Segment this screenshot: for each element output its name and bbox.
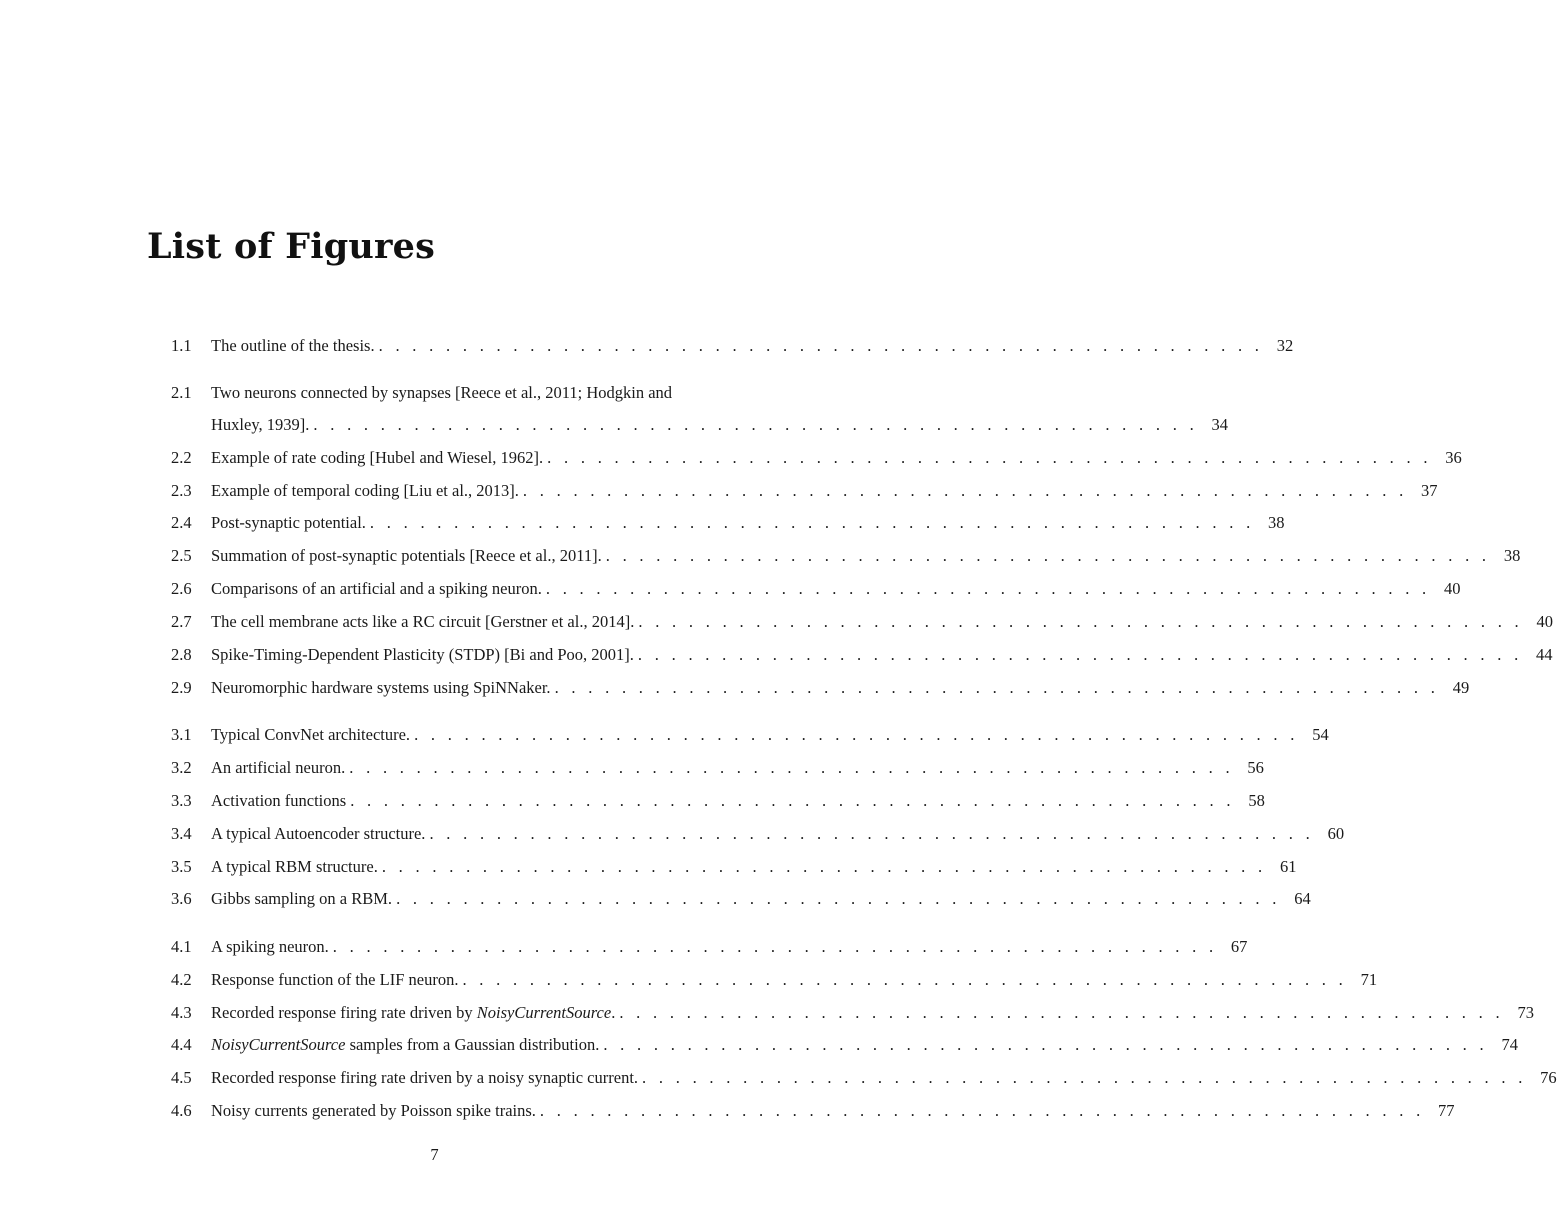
figure-number: 3.6 <box>171 889 192 908</box>
figure-caption: Typical ConvNet architecture. <box>211 725 411 744</box>
figure-number: 2.6 <box>171 579 192 598</box>
figure-page: 76 <box>1540 1068 1557 1087</box>
figure-caption: Example of temporal coding [Liu et al., 2013]. <box>211 481 519 500</box>
figure-number: 4.4 <box>171 1035 192 1054</box>
dot-leader: . . . . . . . . . . . . . . . . . . . . . . . . . . . . . . . . . . . . . . . . . . . . . . . . . . . . . <box>414 725 1299 744</box>
figure-number: 2.3 <box>171 481 192 500</box>
dot-leader: . . . . . . . . . . . . . . . . . . . . . . . . . . . . . . . . . . . . . . . . . . . . . . . . . . . . . <box>547 448 1432 467</box>
figure-page: 36 <box>1445 448 1462 467</box>
figure-number: 4.1 <box>171 937 192 956</box>
figure-number: 3.3 <box>171 791 192 810</box>
figure-caption: Spike-Timing-Dependent Plasticity (STDP) [Bi and Poo, 2001]. <box>211 645 634 664</box>
dot-leader: . . . . . . . . . . . . . . . . . . . . . . . . . . . . . . . . . . . . . . . . . . . . . . . . . . . . . <box>381 857 1267 876</box>
dot-leader: . . . . . . . . . . . . . . . . . . . . . . . . . . . . . . . . . . . . . . . . . . . . . . . . . . . . . <box>637 645 1523 664</box>
figure-number: 3.2 <box>171 758 192 777</box>
figure-page: 38 <box>1503 546 1521 565</box>
figure-caption: Activation functions <box>211 791 347 810</box>
page-number: 7 <box>430 1145 439 1164</box>
figure-caption <box>211 1035 599 1055</box>
figure-caption: Recorded response firing rate driven by a noisy synaptic current. <box>211 1068 639 1087</box>
figure-page: 61 <box>1279 857 1297 876</box>
figure-caption: Gibbs sampling on a RBM. <box>211 889 393 908</box>
figure-caption: Huxley, 1939]. <box>211 415 310 434</box>
figure-number: 2.7 <box>171 612 192 631</box>
dot-leader: . . . . . . . . . . . . . . . . . . . . . . . . . . . . . . . . . . . . . . . . . . . . . . . . . . . . . <box>350 791 1235 810</box>
figure-caption: A typical RBM structure. <box>211 857 378 876</box>
figure-caption: The cell membrane acts like a RC circuit [Gerstner et al., 2014]. <box>211 612 635 631</box>
figure-number: 3.1 <box>171 725 192 744</box>
figure-number: 3.5 <box>171 857 192 876</box>
caption-text: samples from a Gaussian distribution. <box>345 1035 600 1054</box>
figure-page: 38 <box>1268 513 1285 532</box>
dot-leader: . . . . . . . . . . . . . . . . . . . . . . . . . . . . . . . . . . . . . . . . . . . . . . . . . . . . . <box>603 1035 1488 1054</box>
dot-leader: . . . . . . . . . . . . . . . . . . . . . . . . . . . . . . . . . . . . . . . . . . . . . . . . . . . . . <box>462 970 1348 989</box>
figure-number: 4.5 <box>171 1068 192 1087</box>
figure-caption: Response function of the LIF neuron. <box>211 970 459 989</box>
figure-caption: Post-synaptic potential. <box>211 513 366 532</box>
figure-caption: Summation of post-synaptic potentials [Reece et al., 2011]. <box>211 546 602 565</box>
dot-leader: . . . . . . . . . . . . . . . . . . . . . . . . . . . . . . . . . . . . . . . . . . . . . . . . . . . . . <box>429 824 1315 843</box>
figure-caption: A spiking neuron. <box>211 937 329 956</box>
figure-page: 77 <box>1438 1101 1455 1120</box>
caption-emphasis: NoisyCurrentSource <box>211 1035 346 1054</box>
dot-leader: . . . . . . . . . . . . . . . . . . . . . . . . . . . . . . . . . . . . . . . . . . . . . . . . . . . . . <box>554 678 1440 697</box>
figure-page: 40 <box>1536 612 1553 631</box>
figure-page: 37 <box>1421 481 1438 500</box>
figure-number: 2.1 <box>171 383 192 402</box>
page-title: List of Figures <box>147 226 436 267</box>
figure-caption: An artificial neuron. <box>211 758 346 777</box>
figure-number: 1.1 <box>171 336 192 355</box>
figure-page: 71 <box>1360 970 1378 989</box>
caption-emphasis: NoisyCurrentSource <box>476 1003 612 1022</box>
figure-page: 49 <box>1452 678 1470 697</box>
figure-number: 4.6 <box>171 1101 192 1120</box>
dot-leader: . . . . . . . . . . . . . . . . . . . . . . . . . . . . . . . . . . . . . . . . . . . . . . . . . . . . . <box>522 481 1408 500</box>
figure-caption: Noisy currents generated by Poisson spike trains. <box>211 1101 536 1120</box>
figure-page: 56 <box>1247 758 1264 777</box>
figure-caption <box>211 1003 615 1023</box>
figure-number: 4.3 <box>171 1003 192 1022</box>
dot-leader: . . . . . . . . . . . . . . . . . . . . . . . . . . . . . . . . . . . . . . . . . . . . . . . . . . . . . <box>638 612 1523 631</box>
figure-page: 54 <box>1312 725 1329 744</box>
dot-leader: . . . . . . . . . . . . . . . . . . . . . . . . . . . . . . . . . . . . . . . . . . . . . . . . . . . . . <box>605 546 1491 565</box>
figure-number: 3.4 <box>171 824 192 843</box>
dot-leader: . . . . . . . . . . . . . . . . . . . . . . . . . . . . . . . . . . . . . . . . . . . . . . . . . . . . . <box>313 415 1198 434</box>
figure-page: 67 <box>1230 937 1248 956</box>
figure-number: 2.4 <box>171 513 192 532</box>
caption-text: Recorded response firing rate driven by <box>211 1003 477 1022</box>
dot-leader: . . . . . . . . . . . . . . . . . . . . . . . . . . . . . . . . . . . . . . . . . . . . . . . . . . . . . <box>642 1068 1527 1087</box>
figure-caption: Neuromorphic hardware systems using SpiNNaker. <box>211 678 551 697</box>
figure-caption: Comparisons of an artificial and a spiking neuron. <box>211 579 542 598</box>
dot-leader: . . . . . . . . . . . . . . . . . . . . . . . . . . . . . . . . . . . . . . . . . . . . . . . . . . . . . <box>619 1003 1504 1022</box>
figure-page: 40 <box>1443 579 1461 598</box>
figure-number: 2.9 <box>171 678 192 697</box>
figure-page: 58 <box>1248 791 1265 810</box>
figure-caption: Example of rate coding [Hubel and Wiesel, 1962]. <box>211 448 544 467</box>
figure-page: 60 <box>1327 824 1345 843</box>
figure-caption: A typical Autoencoder structure. <box>211 824 426 843</box>
figure-number: 2.2 <box>171 448 192 467</box>
figure-number: 2.5 <box>171 546 192 565</box>
dot-leader: . . . . . . . . . . . . . . . . . . . . . . . . . . . . . . . . . . . . . . . . . . . . . . . . . . . . . <box>545 579 1431 598</box>
caption-text: . <box>611 1003 616 1022</box>
figure-page: 44 <box>1536 645 1553 664</box>
figure-number: 4.2 <box>171 970 192 989</box>
figure-page: 74 <box>1501 1035 1518 1054</box>
figure-page: 32 <box>1276 336 1294 355</box>
figure-page: 34 <box>1211 415 1228 434</box>
figure-page: 73 <box>1517 1003 1534 1022</box>
dot-leader: . . . . . . . . . . . . . . . . . . . . . . . . . . . . . . . . . . . . . . . . . . . . . . . . . . . . . <box>378 336 1264 355</box>
dot-leader: . . . . . . . . . . . . . . . . . . . . . . . . . . . . . . . . . . . . . . . . . . . . . . . . . . . . . <box>396 889 1281 908</box>
dot-leader: . . . . . . . . . . . . . . . . . . . . . . . . . . . . . . . . . . . . . . . . . . . . . . . . . . . . . <box>332 937 1218 956</box>
figure-caption: The outline of the thesis. <box>211 336 375 355</box>
dot-leader: . . . . . . . . . . . . . . . . . . . . . . . . . . . . . . . . . . . . . . . . . . . . . . . . . . . . . <box>369 513 1255 532</box>
dot-leader: . . . . . . . . . . . . . . . . . . . . . . . . . . . . . . . . . . . . . . . . . . . . . . . . . . . . . <box>539 1101 1425 1120</box>
dot-leader: . . . . . . . . . . . . . . . . . . . . . . . . . . . . . . . . . . . . . . . . . . . . . . . . . . . . . <box>349 758 1234 777</box>
figure-page: 64 <box>1294 889 1311 908</box>
figure-number: 2.8 <box>171 645 192 664</box>
figure-caption-line-1: Two neurons connected by synapses [Reece et al., 2011; Hodgkin and <box>211 383 673 402</box>
